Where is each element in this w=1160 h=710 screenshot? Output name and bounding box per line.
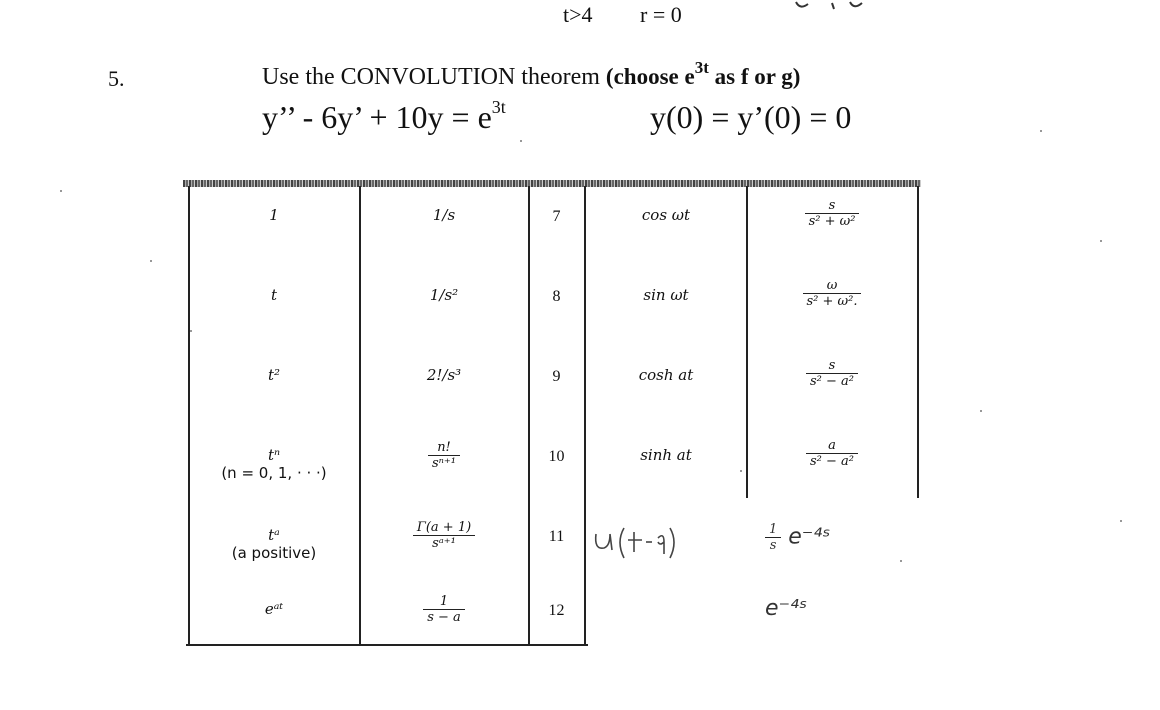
laplace-transform-table (183, 180, 921, 646)
scan-speck (900, 560, 902, 562)
table-cell-F (360, 206, 528, 224)
function-f: eᵃᵗ (264, 600, 284, 618)
transform-F: 1/s² (429, 286, 459, 304)
function-f: 1 (269, 206, 279, 224)
table-cell-F (747, 522, 935, 553)
scan-speck (740, 470, 742, 472)
table-cell-F (360, 520, 528, 551)
scan-speck (60, 190, 62, 192)
table-cell-f (189, 206, 359, 224)
transform-F-num: s (828, 358, 836, 373)
table-cell-f (585, 600, 747, 624)
transform-F: 2!/s³ (426, 366, 462, 384)
ode-lhs: y’’ - 6y’ + 10y = e (262, 99, 492, 135)
scan-speck (520, 140, 522, 142)
transform-F (806, 438, 858, 469)
table-cell-f (189, 600, 359, 618)
transform-F-den: s² + ω² (805, 213, 860, 229)
table-cell-F (360, 594, 528, 625)
transform-F-num: ω (826, 278, 838, 293)
function-f-condition: (n = 0, 1, · · ·) (221, 464, 327, 482)
table-cell-f (585, 366, 747, 384)
function-f: sinh at (640, 446, 692, 464)
problem-number: 5. (108, 66, 125, 91)
table-cell-F (360, 440, 528, 471)
scan-speck (150, 260, 152, 262)
transform-F-num: Γ(a + 1) (416, 520, 472, 535)
function-f: t² (267, 366, 281, 384)
function-f-condition: (a positive) (231, 544, 317, 562)
instruction-bold-sup: 3t (694, 58, 709, 77)
table-line (188, 186, 190, 646)
table-cell-f (189, 526, 359, 562)
function-f: sin ωt (643, 286, 689, 304)
table-cell-F (747, 198, 917, 229)
transform-F (805, 198, 860, 229)
instruction-bold-suffix: as f or g) (708, 64, 801, 89)
table-line (917, 186, 919, 498)
transform-F: e⁻⁴ˢ (781, 524, 831, 550)
function-f (627, 600, 705, 624)
table-cell-f (585, 286, 747, 304)
table-top-border (183, 180, 921, 187)
table-cell-f (585, 446, 747, 464)
instruction-bold (605, 58, 801, 89)
table-cell-f (189, 446, 359, 482)
table-cell-F (747, 358, 917, 389)
table-cell-index: 11 (548, 528, 565, 545)
transform-F (413, 520, 475, 551)
transform-F-num: a (828, 438, 836, 453)
transform-F-den: s² − a² (806, 373, 858, 389)
table-cell-f (189, 286, 359, 304)
table-cell-F (360, 366, 528, 384)
scan-speck (1120, 520, 1122, 522)
table-line (528, 186, 530, 646)
ode-equation (262, 99, 506, 136)
transform-F (423, 594, 465, 625)
handwriting-scribble-top (780, 0, 870, 14)
scan-speck (1040, 130, 1042, 132)
transform-coef-num: 1 (769, 522, 778, 537)
transform-coef (765, 522, 781, 553)
problem-instruction (262, 58, 801, 91)
transform-F: 1/s (432, 206, 456, 224)
table-cell-f (189, 366, 359, 384)
transform-F (806, 358, 858, 389)
scan-speck (190, 330, 192, 332)
initial-conditions: y(0) = y’(0) = 0 (650, 99, 852, 135)
table-cell-index: 8 (552, 288, 561, 305)
fragment-condition-right: r = 0 (640, 2, 682, 27)
instruction-bold-prefix: (choose e (605, 64, 695, 89)
table-line (584, 186, 586, 646)
transform-F-num: 1 (439, 594, 449, 609)
ode-sup: 3t (491, 97, 506, 117)
transform-F (803, 278, 862, 309)
table-cell-F (747, 596, 935, 621)
transform-F-den: sⁿ⁺¹ (428, 455, 460, 471)
table-cell-index: 12 (548, 602, 565, 619)
table-cell-index: 10 (548, 448, 565, 465)
transform-F-den: sᵃ⁺¹ (413, 535, 475, 551)
table-cell-index: 9 (552, 368, 561, 385)
function-f: t (270, 286, 278, 304)
table-cell-F (747, 278, 917, 309)
table-cell-index: 7 (552, 208, 561, 225)
table-cell-F (747, 438, 917, 469)
function-f: tᵃ (268, 526, 280, 544)
fragment-condition-left: t>4 (563, 2, 593, 27)
function-f: tⁿ (267, 446, 281, 464)
handwriting-u-t-4 (590, 520, 680, 564)
transform-F: e⁻⁴ˢ (765, 596, 808, 621)
instruction-plain: Use the CONVOLUTION theorem (262, 64, 600, 90)
table-cell-f (585, 206, 747, 224)
scan-speck (1100, 240, 1102, 242)
transform-F-den: s − a (423, 609, 465, 625)
scan-speck (980, 410, 982, 412)
function-f: cosh at (638, 366, 694, 384)
transform-F (428, 440, 460, 471)
table-line (359, 186, 361, 646)
function-f: cos ωt (641, 206, 691, 224)
transform-F-den: s² + ω². (803, 293, 862, 309)
table-cell-F (360, 286, 528, 304)
transform-coef-den: s (765, 537, 781, 553)
transform-F-num: n! (437, 440, 451, 455)
transform-F-num: s (828, 198, 836, 213)
transform-F-den: s² − a² (806, 453, 858, 469)
table-bottom-line (186, 644, 588, 646)
